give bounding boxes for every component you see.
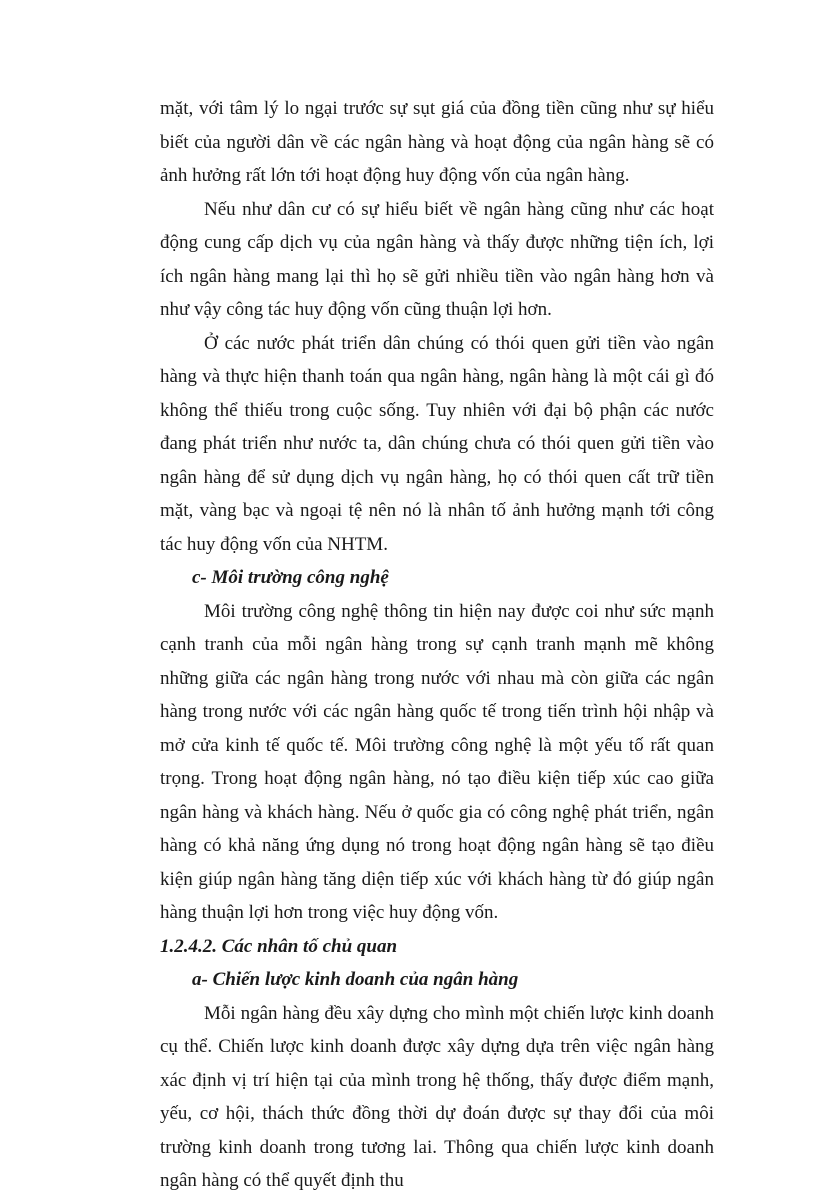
heading-business-strategy: a- Chiến lược kinh doanh của ngân hàng [192,969,519,990]
paragraph-business-strategy: Mỗi ngân hàng đều xây dựng cho mình một chiến lược kinh doanh cụ thể. Chiến lược kinh doanh được xây dựng dựa trên việc ngân hàng xác định vị trí hiện tại của mình trong hệ thống, thấy được điểm mạnh, yếu, cơ hội, thách thức đồng thời dự đoán được sự thay đổi của môi trường kinh doanh trong tương lai. Thông qua chiến lược kinh doanh ngân hàng có thể quyết định thu [160,1002,714,1191]
section-heading-subjective-factors: 1.2.4.2. Các nhân tố chủ quan [160,935,398,957]
paragraph-public-knowledge: Nếu như dân cư có sự hiểu biết về ngân hàng cũng như các hoạt động cung cấp dịch vụ của ngân hàng và thấy được những tiện ích, lợi ích ngân hàng mang lại thì họ sẽ gửi nhiều tiền vào ngân hàng hơn và như vậy công tác huy động vốn cũng thuận lợi hơn. [160,198,714,320]
paragraph-technology: Môi trường công nghệ thông tin hiện nay được coi như sức mạnh cạnh tranh của mỗi ngân hàng trong sự cạnh tranh mạnh mẽ không những giữa các ngân hàng trong nước với nhau mà còn giữa các ngân hàng trong nước với các ngân hàng quốc tế trong tiến trình hội nhập và mở cửa kinh tế quốc tế. Môi trường công nghệ là một yếu tố rất quan trọng. Trong hoạt động ngân hàng, nó tạo điều kiện tiếp xúc cao giữa ngân hàng và khách hàng. Nếu ở quốc gia có công nghệ phát triển, ngân hàng có khả năng ứng dụng nó trong hoạt động ngân hàng sẽ tạo điều kiện giúp ngân hàng tăng diện tiếp xúc với khách hàng từ đó giúp ngân hàng thuận lợi hơn trong việc huy động vốn. [160,600,714,923]
paragraph-cash-concern: mặt, với tâm lý lo ngại trước sự sụt giá của đồng tiền cũng như sự hiểu biết của người dân về các ngân hàng và hoạt động của ngân hàng sẽ có ảnh hưởng rất lớn tới hoạt động huy động vốn của ngân hàng. [160,98,714,186]
document-body [160,92,714,1198]
paragraph-savings-habits: Ở các nước phát triển dân chúng có thói quen gửi tiền vào ngân hàng và thực hiện thanh toán qua ngân hàng, ngân hàng là một cái gì đó không thể thiếu trong cuộc sống. Tuy nhiên với đại bộ phận các nước đang phát triển như nước ta, dân chúng chưa có thói quen gửi tiền vào ngân hàng để sử dụng dịch vụ ngân hàng, họ có thói quen cất trữ tiền mặt, vàng bạc và ngoại tệ nên nó là nhân tố ảnh hưởng mạnh tới công tác huy động vốn của NHTM. [160,332,714,555]
heading-technology-environment: c- Môi trường công nghệ [192,567,389,588]
